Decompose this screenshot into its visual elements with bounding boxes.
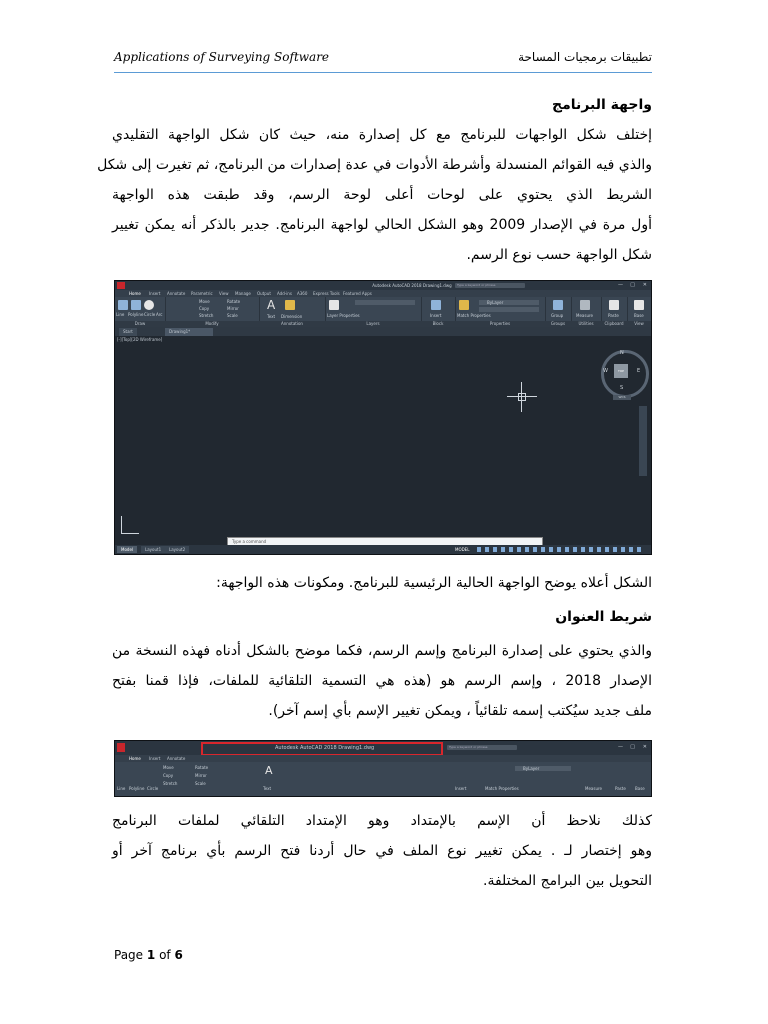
navigation-bar[interactable]: [639, 406, 647, 476]
paragraph-line: وهو إختصار لـ . يمكن تغيير نوع الملف في حال أردنا فتح الرسم بأي برنامج آخر أو: [112, 843, 652, 859]
window-close-icon[interactable]: ✕: [642, 282, 647, 288]
layer-properties-icon[interactable]: [329, 300, 339, 310]
ribbon-tab-featured-apps[interactable]: Featured Apps: [343, 291, 372, 296]
cad-search-box[interactable]: [447, 745, 517, 750]
tool-polyline-label: Polyline: [129, 786, 145, 791]
paragraph-line: والذي فيه القوائم المنسدلة وأشرطة الأدوات في عدة إصدارات من البرنامج، ثم تغيرت إلى شكل: [97, 157, 652, 173]
panel-draw: [115, 297, 166, 327]
tool-dimension-label: Dimension: [281, 314, 303, 319]
tool-circle-label: Circle: [147, 786, 159, 791]
panel-view: [627, 297, 651, 327]
tool-insert-label: Insert: [430, 313, 442, 318]
ribbon-tab-parametric[interactable]: Parametric: [191, 291, 213, 296]
paragraph-line: التحويل بين البرامج المختلفة.: [483, 873, 652, 889]
line-icon[interactable]: [118, 300, 128, 310]
window-minimize-icon[interactable]: —: [618, 282, 623, 288]
ribbon-tab-express-tools[interactable]: Express Tools: [313, 291, 340, 296]
tool-base-label: Base: [634, 313, 644, 318]
ribbon-tab-manage[interactable]: Manage: [235, 291, 251, 296]
paragraph-line: ملف جديد سيُكتب إسمه تلقائياً ، ويمكن تغيير الإسم بأي إسم آخر).: [268, 703, 652, 719]
ribbon-tab-insert[interactable]: Insert: [149, 291, 161, 296]
tool-line-label: Line: [117, 786, 126, 791]
autocad-titlebar-screenshot: [114, 740, 652, 797]
tool-paste-label: Paste: [608, 313, 619, 318]
panel-utilities: [571, 297, 602, 327]
panel-layers: [325, 297, 422, 327]
layout-tab-layout2[interactable]: Layout2: [165, 546, 189, 553]
tool-measure-label: Measure: [576, 313, 593, 318]
viewcube-top-face[interactable]: TOP: [614, 364, 628, 378]
ribbon-tab-a360[interactable]: A360: [297, 291, 308, 296]
tool-match-properties-label: Match Properties: [457, 313, 491, 318]
paste-icon[interactable]: [609, 300, 619, 310]
page-footer: [114, 948, 183, 962]
tool-insert-label: Insert: [455, 786, 467, 791]
tool-layer-properties-label: Layer Properties: [327, 313, 360, 318]
tool-rotate-label[interactable]: Rotate: [227, 299, 241, 304]
status-model-label[interactable]: MODEL: [455, 547, 470, 552]
command-prompt-placeholder: Type a command: [232, 539, 267, 544]
insert-block-icon[interactable]: [431, 300, 441, 310]
footer-page-word: Page: [114, 948, 144, 962]
tool-stretch-label[interactable]: Stretch: [163, 781, 178, 786]
section-heading-title-bar: شريط العنوان: [555, 609, 652, 625]
paragraph-line: كذلك نلاحظ أن الإسم بالإمتداد وهو الإمتداد التلقائي لملفات البرنامج: [112, 813, 652, 829]
panel-label-draw: Draw: [115, 321, 165, 327]
wcs-menu[interactable]: WCS: [613, 395, 631, 400]
panel-block: [421, 297, 456, 327]
ribbon-tab-annotate[interactable]: Annotate: [167, 756, 186, 761]
paragraph-line: الإصدار 2018 ، وإسم الرسم هو (هذه هي التسمية التلقائية للملفات، فإذا قمنا بفتح: [112, 673, 652, 689]
panel-label-groups: Groups: [545, 321, 571, 327]
tool-match-properties-label: Match Properties: [485, 786, 519, 791]
cad-window-title: Autodesk AutoCAD 2018 Drawing1.dwg: [372, 283, 452, 288]
cad-ribbon-tabs-crop: [115, 755, 651, 762]
doc-tab-start[interactable]: Start: [119, 328, 137, 336]
tool-move-label[interactable]: Move: [199, 299, 210, 304]
cad-search-placeholder: Type a keyword or phrase: [457, 283, 496, 287]
circle-icon[interactable]: [144, 300, 154, 310]
panel-groups: [545, 297, 572, 327]
polyline-icon[interactable]: [131, 300, 141, 310]
footer-of-word: of: [159, 948, 171, 962]
panel-label-modify: Modify: [165, 321, 259, 327]
layout-tab-layout1[interactable]: Layout1: [141, 546, 165, 553]
color-bylayer-dropdown[interactable]: [479, 300, 539, 305]
cad-ribbon-crop: [115, 762, 651, 796]
panel-clipboard: [601, 297, 628, 327]
tool-measure-label: Measure: [585, 786, 602, 791]
viewcube-east: E: [637, 368, 641, 374]
autocad-logo-icon: [117, 282, 125, 289]
tool-move-label[interactable]: Move: [163, 765, 174, 770]
window-minimize-icon[interactable]: —: [618, 744, 623, 750]
panel-annotation: [259, 297, 326, 327]
section-3: [112, 806, 652, 896]
autocad-screenshot: [114, 280, 652, 555]
dimension-icon[interactable]: [285, 300, 295, 310]
cad-status-bar: [115, 545, 651, 554]
section-1: [97, 94, 652, 270]
window-maximize-icon[interactable]: □: [630, 282, 635, 288]
window-maximize-icon[interactable]: □: [630, 744, 635, 750]
group-icon[interactable]: [553, 300, 563, 310]
panel-label-layers: Layers: [325, 321, 421, 327]
tool-stretch-label[interactable]: Stretch: [199, 313, 214, 318]
layout-tab-model[interactable]: Model: [117, 546, 137, 553]
bylayer-label: ByLayer: [523, 766, 540, 771]
header-rule: [114, 72, 652, 73]
cad-search-placeholder: Type a keyword or phrase: [449, 745, 488, 749]
status-toggle-icons[interactable]: [477, 547, 645, 552]
panel-properties: [455, 297, 546, 327]
viewcube-west: W: [603, 368, 608, 374]
paragraph-line: الشريط الذي يحتوي على لوحات أعلى لوحة الرسم، وقد طبقت هذه الواجهة: [112, 187, 652, 203]
tool-copy-label[interactable]: Copy: [163, 773, 174, 778]
measure-icon[interactable]: [580, 300, 590, 310]
paragraph-line: إختلف شكل الواجهات للبرنامج مع كل إصدارة منه، حيث كان شكل الواجهة التقليدي: [112, 127, 652, 143]
tool-text-label: Text: [267, 314, 276, 319]
linetype-dropdown[interactable]: [479, 307, 539, 312]
viewport-controls-label[interactable]: [-][Top][2D Wireframe]: [117, 337, 163, 342]
panel-label-utilities: Utilities: [571, 321, 601, 327]
crosshair-pickbox: [518, 393, 526, 401]
footer-current-page: 1: [146, 948, 156, 962]
color-bylayer-dropdown[interactable]: [515, 766, 571, 771]
panel-label-block: Block: [421, 321, 455, 327]
text-tool-icon[interactable]: A: [267, 298, 276, 312]
cad-search-box[interactable]: [455, 283, 525, 288]
bylayer-label: ByLayer: [487, 300, 504, 305]
header-left-title: Applications of Surveying Software: [114, 50, 330, 64]
tool-rotate-label[interactable]: Rotate: [195, 765, 209, 770]
paragraph-line: والذي يحتوي على إصدارة البرنامج وإسم الرسم، فكما موضح بالشكل أدناه فهذه النسخة من: [112, 643, 652, 659]
tool-line-label: Line: [116, 312, 125, 317]
layer-dropdown[interactable]: [355, 300, 415, 305]
tool-circle-label: Circle: [144, 312, 156, 317]
panel-label-clipboard: Clipboard: [601, 321, 627, 327]
header-right-title: تطبيقات برمجيات المساحة: [518, 50, 652, 64]
tool-base-label: Base: [635, 786, 645, 791]
ribbon-tab-home[interactable]: Home: [129, 756, 141, 761]
tool-copy-label[interactable]: Copy: [199, 306, 210, 311]
tool-mirror-label[interactable]: Mirror: [195, 773, 207, 778]
ribbon-tab-view[interactable]: View: [219, 291, 229, 296]
panel-label-view: View: [627, 321, 651, 327]
tool-text-label: Text: [263, 786, 272, 791]
panel-modify: [165, 297, 260, 327]
paragraph-line: شكل الواجهة حسب نوع الرسم.: [466, 247, 652, 263]
tool-scale-label[interactable]: Scale: [195, 781, 206, 786]
tool-paste-label: Paste: [615, 786, 626, 791]
section-heading-interface: واجهة البرنامج: [552, 97, 652, 113]
ribbon-tab-output[interactable]: Output: [257, 291, 271, 296]
tool-scale-label[interactable]: Scale: [227, 313, 238, 318]
panel-label-annotation: Annotation: [259, 321, 325, 327]
cad-title-bar: [115, 281, 651, 290]
window-close-icon[interactable]: ✕: [642, 744, 647, 750]
cad-ribbon-tabs: [115, 290, 651, 297]
base-view-icon[interactable]: [634, 300, 644, 310]
tool-arc-label: Arc: [156, 312, 163, 317]
viewcube-north: N: [620, 350, 624, 356]
cad-document-tabs: [115, 327, 651, 336]
cad-window-title: Autodesk AutoCAD 2018 Drawing1.dwg: [275, 745, 375, 751]
doc-tab-drawing1[interactable]: Drawing1*: [165, 328, 213, 336]
tool-mirror-label[interactable]: Mirror: [227, 306, 239, 311]
cad-title-bar-crop: [115, 741, 651, 755]
panel-label-properties: Properties: [455, 321, 545, 327]
text-tool-icon[interactable]: A: [265, 764, 273, 777]
section-2: [112, 568, 652, 726]
match-properties-icon[interactable]: [459, 300, 469, 310]
cad-drawing-area[interactable]: [115, 336, 651, 536]
ribbon-tab-annotate[interactable]: Annotate: [167, 291, 186, 296]
paragraph-line: أول مرة في الإصدار 2009 وهو الشكل الحالي لواجهة البرنامج. جدير بالذكر أنه يمكن تغيير: [112, 217, 652, 233]
tool-group-label: Group: [551, 313, 564, 318]
ribbon-tab-home[interactable]: Home: [129, 291, 141, 296]
ucs-x-axis-icon: [121, 533, 139, 534]
ucs-y-axis-icon: [121, 516, 122, 534]
ribbon-tab-addins[interactable]: Add-ins: [277, 291, 292, 296]
autocad-logo-icon: [117, 743, 125, 752]
figure-caption: الشكل أعلاه يوضح الواجهة الحالية الرئيسية للبرنامج. ومكونات هذه الواجهة:: [216, 575, 652, 591]
viewcube-south: S: [620, 385, 624, 391]
footer-total-pages: 6: [174, 948, 183, 962]
ribbon-tab-insert[interactable]: Insert: [149, 756, 161, 761]
tool-polyline-label: Polyline: [128, 312, 144, 317]
